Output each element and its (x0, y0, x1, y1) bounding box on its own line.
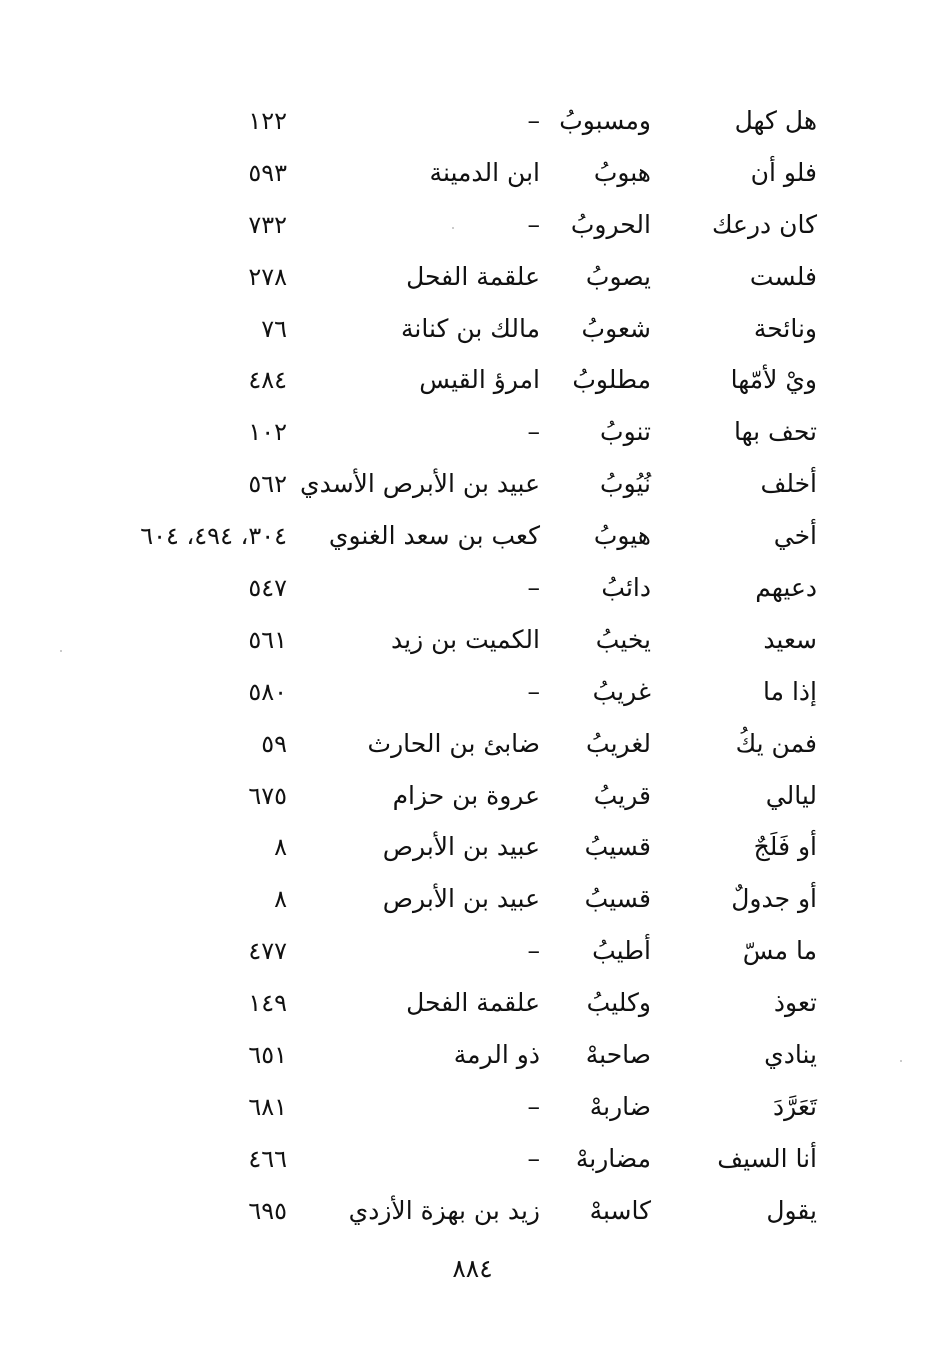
poet-name: – (527, 936, 540, 966)
rhyme-word: هبوبُ (593, 157, 651, 187)
page-references: ٥٩ (261, 729, 287, 758)
table-row (0, 1185, 945, 1237)
rhyme-word: أطيبُ (592, 936, 651, 966)
verse-opening: هل كهل (734, 106, 817, 135)
page-references: ٤٨٤ (248, 366, 287, 395)
verse-opening: فلو أن (750, 157, 817, 187)
table-row (0, 95, 945, 147)
page-references: ٦٧٥ (248, 781, 287, 810)
table-row (0, 925, 945, 977)
page-references: ٥٩٣ (248, 158, 287, 187)
poet-name: مالك بن كنانة (400, 313, 540, 343)
verse-opening: ويْ لأمّها (730, 365, 817, 395)
rhyme-word: وكليبُ (586, 988, 651, 1018)
rhyme-word: ضاربهْ (589, 1091, 651, 1121)
verse-opening: فمن يكُ (735, 728, 817, 758)
page-references: ٧٣٢ (248, 210, 287, 239)
page-number: ٨٨٤ (452, 1254, 493, 1283)
poet-name: ذو الرمة (453, 1040, 540, 1070)
poet-name: امرؤ القيس (419, 365, 540, 395)
verse-opening: يقول (766, 1195, 817, 1225)
poet-name: – (527, 209, 540, 239)
table-row (0, 406, 945, 458)
poet-name: – (527, 1091, 540, 1121)
rhyme-word: قسيبُ (584, 832, 651, 862)
verse-opening: أنا السيف (717, 1143, 817, 1173)
page-references: ٤٦٦ (248, 1144, 287, 1173)
verse-opening: دعيهم (755, 573, 817, 603)
scan-speck (452, 227, 454, 229)
poet-name: – (527, 1143, 540, 1173)
poet-name: عبيد بن الأبرص (382, 832, 540, 862)
verse-opening: أو جدولٌ (731, 884, 817, 914)
verse-opening: فلست (749, 261, 817, 291)
table-row (0, 666, 945, 718)
scan-speck (60, 650, 62, 652)
table-row (0, 1133, 945, 1185)
verse-opening: كان درعك (711, 209, 817, 239)
poet-name: كعب بن سعد الغنوي (328, 521, 540, 551)
rhyme-word: دائبُ (601, 573, 651, 603)
table-row (0, 354, 945, 406)
rhyme-word: شعوبُ (581, 313, 651, 343)
verse-opening: تعوذ (773, 988, 817, 1018)
page-references: ١٢٢ (248, 107, 287, 135)
verse-opening: ونائحة (753, 313, 817, 343)
verse-opening: أخي (773, 521, 817, 551)
verse-opening: أو فَلَجٌ (753, 832, 817, 862)
table-row (0, 147, 945, 199)
rhyme-word: مطلوبُ (572, 365, 651, 395)
page-references: ٥٦٢ (248, 470, 287, 499)
table-row (0, 614, 945, 666)
table-row (0, 821, 945, 873)
verse-opening: ما مسّ (742, 936, 817, 966)
rhyme-word: الحروبُ (570, 209, 651, 239)
poet-name: – (527, 417, 540, 447)
poet-name: ضابئ بن الحارث (367, 728, 540, 758)
rhyme-word: نُيُوبُ (600, 469, 651, 499)
verse-opening: تحف بها (733, 417, 817, 447)
table-row (0, 873, 945, 925)
page-references: ٦٥١ (248, 1041, 287, 1070)
table-row (0, 1081, 945, 1133)
rhyme-word: مضاربهْ (575, 1143, 651, 1173)
table-row (0, 510, 945, 562)
verse-opening: ينادي (764, 1040, 817, 1070)
poet-name: عبيد بن الأبرص (382, 884, 540, 914)
table-row (0, 977, 945, 1029)
table-row (0, 458, 945, 510)
rhyme-word: غريبُ (592, 676, 651, 706)
rhyme-word: قسيبُ (584, 884, 651, 914)
verse-opening: إذا ما (763, 676, 817, 706)
verse-opening: تَعَرَّدَ (773, 1091, 817, 1121)
page-references: ٦٩٥ (248, 1196, 287, 1225)
rhyme-word: تنوبُ (600, 417, 651, 447)
table-row (0, 718, 945, 770)
scan-speck (900, 1060, 902, 1062)
poet-name: – (527, 573, 540, 603)
table-row (0, 303, 945, 355)
table-row (0, 1029, 945, 1081)
table-row (0, 770, 945, 822)
rhyme-word: هيوبُ (593, 521, 651, 551)
rhyme-word: صاحبهْ (585, 1040, 651, 1070)
table-row (0, 199, 945, 251)
page-references: ٤٧٧ (248, 937, 287, 966)
poet-name: عبيد بن الأبرص الأسدي (300, 469, 540, 499)
page-references: ٥٦١ (248, 625, 287, 654)
verse-opening: أخلف (760, 469, 817, 499)
rhyme-word: قريبُ (593, 780, 651, 810)
poet-name: علقمة الفحل (406, 988, 540, 1018)
page-references: ٧٦ (261, 314, 287, 343)
page-references: ٨ (274, 833, 287, 862)
table-row (0, 562, 945, 614)
page-references: ١٤٩ (248, 989, 287, 1018)
page-references: ٣٠٤، ٤٩٤، ٦٠٤ (140, 522, 287, 551)
poet-name: ابن الدمينة (429, 157, 540, 187)
verse-opening: سعيد (763, 624, 817, 654)
rhyme-word: يخيبُ (595, 624, 651, 654)
poet-name: – (527, 676, 540, 706)
page-references: ٥٨٠ (248, 677, 287, 706)
rhyme-word: كاسبهْ (589, 1195, 651, 1225)
poet-name: علقمة الفحل (406, 261, 540, 291)
rhyme-word: لغريبُ (586, 728, 651, 758)
table-row (0, 251, 945, 303)
page-references: ١٠٢ (248, 418, 287, 447)
poet-name: زيد بن بهزة الأزدي (348, 1195, 540, 1225)
rhyme-word: يصوبُ (585, 261, 651, 291)
page-references: ٦٨١ (248, 1092, 287, 1121)
verse-index-table (0, 95, 945, 1237)
poet-name: عروة بن حزام (392, 780, 540, 810)
page-references: ٢٧٨ (248, 262, 287, 291)
rhyme-word: ومسبوبُ (559, 106, 651, 135)
poet-name: الكميت بن زيد (391, 624, 540, 654)
page-references: ٥٤٧ (248, 574, 287, 603)
page-references: ٨ (274, 885, 287, 914)
poet-name: – (527, 106, 540, 135)
verse-opening: ليالي (765, 780, 817, 810)
